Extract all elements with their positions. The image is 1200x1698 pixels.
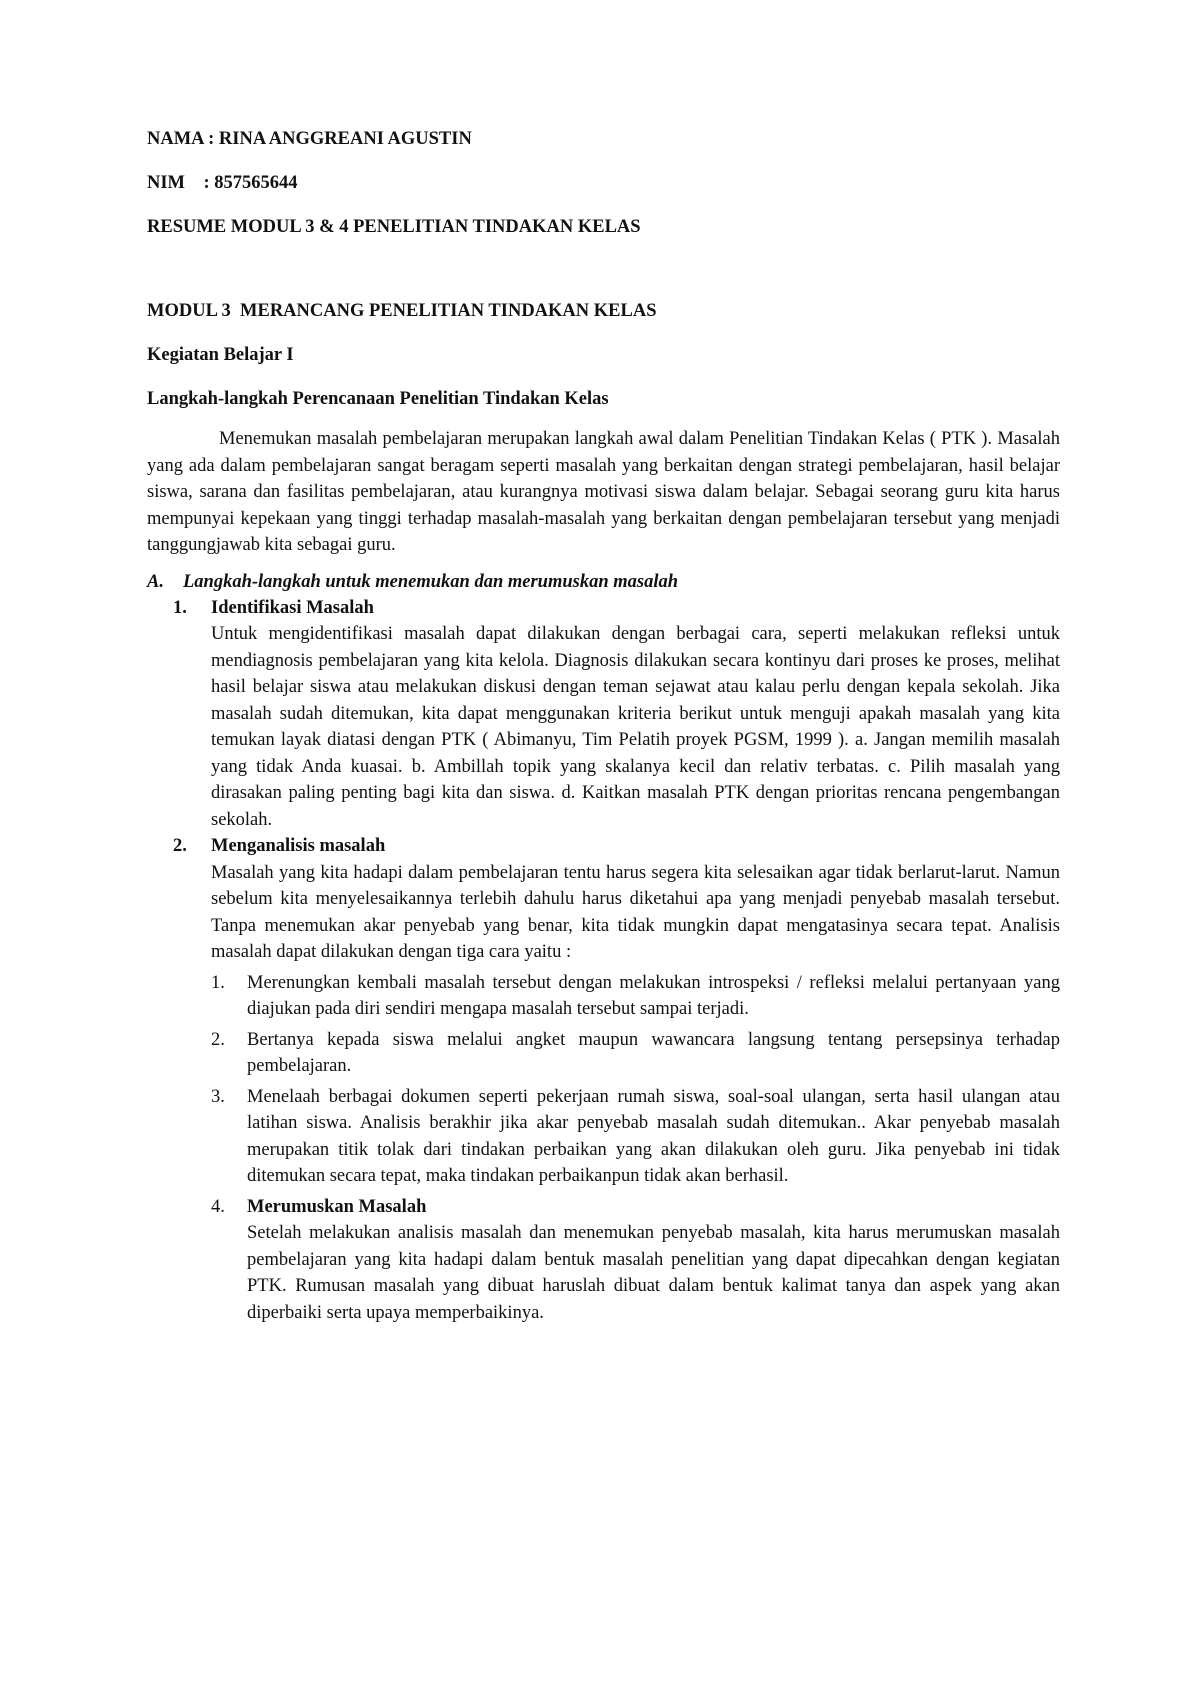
sublist-number: 4. [211, 1196, 225, 1217]
section-subtitle: Langkah-langkah Perencanaan Penelitian Tindakan Kelas [147, 389, 609, 409]
item-number: 1. [173, 597, 187, 618]
sublist-text: Bertanya kepada siswa melalui angket maupun wawancara langsung tentang persepsinya terhadap pembelajaran. [247, 1029, 1060, 1076]
item-number: 2. [173, 836, 187, 856]
sublist-number: 3. [211, 1086, 225, 1107]
item-text: Untuk mengidentifikasi masalah dapat dilakukan dengan berbagai cara, seperti melakukan refleksi untuk mendiagnosis pembelajaran yang kita kelola. Diagnosis dilakukan secara kontinyu dari proses ke proses, melihat hasil belajar siswa atau melakukan diskusi dengan teman sejawat atau kalau perlu dengan kepala sekolah. Jika masalah sudah ditemukan, kita dapat menggunakan kriteria berikut untuk menguji apakah masalah yang kita temukan layak diatasi dengan PTK ( Abimanyu, Tim Pelatih proyek PGSM, 1999 ). a. Jangan memilih masalah yang tidak Anda kuasai. b. Ambillah topik yang skalanya kecil dan relativ terbatas. c. Pilih masalah yang dirasakan paling penting bagi kita dan siswa. d. Kaitkan masalah PTK dengan prioritas rencana pengembangan sekolah. [211, 624, 1060, 830]
item-text: Masalah yang kita hadapi dalam pembelajaran tentu harus segera kita selesaikan agar tidak berlarut-larut. Namun sebelum kita menyelesaikannya terlebih dahulu harus diketahui apa yang menjadi penyebab masalah tersebut. Tanpa menemukan akar penyebab yang benar, kita tidak mungkin dapat mengatasinya secara tepat. Analisis masalah dapat dilakukan dengan tiga cara yaitu : [211, 862, 1060, 962]
sublist-item [211, 970, 1060, 1023]
resume-title: RESUME MODUL 3 & 4 PENELITIAN TINDAKAN KELAS [147, 217, 641, 237]
item-title: Menganalisis masalah [211, 836, 386, 856]
section-a-heading [147, 569, 1060, 595]
list-item-identifikasi [173, 595, 1060, 834]
kegiatan-heading: Kegiatan Belajar I [147, 345, 294, 365]
analysis-sublist [211, 970, 1060, 1327]
sublist-item [211, 1084, 1060, 1190]
intro-paragraph: Menemukan masalah pembelajaran merupakan langkah awal dalam Penelitian Tindakan Kelas ( PTK ). Masalah yang ada dalam pembelajaran sangat beragam seperti masalah yang berkaitan dengan strategi pembelajaran, hasil belajar siswa, sarana dan fasilitas pembelajaran, atau kurangnya motivasi siswa dalam belajar. Sebagai seorang guru kita harus mempunyai kepekaan yang tinggi terhadap masalah-masalah yang berkaitan dengan pembelajaran tersebut yang menjadi tanggungjawab kita sebagai guru. [147, 429, 1060, 555]
sublist-number: 2. [211, 1029, 225, 1050]
item-text: Setelah melakukan analisis masalah dan menemukan penyebab masalah, kita harus merumuskan masalah pembelajaran yang kita hadapi dalam bentuk masalah penelitian yang dapat dipecahkan dengan kegiatan PTK. Rumusan masalah yang dibuat haruslah dibuat dalam bentuk kalimat tanya dan aspek yang akan diperbaiki serta upaya memperbaikinya. [247, 1223, 1060, 1323]
student-name: NAMA : RINA ANGGREANI AGUSTIN [147, 129, 472, 149]
item-title: Identifikasi Masalah [211, 597, 374, 618]
sublist-number: 1. [211, 972, 225, 993]
section-a-title: Langkah-langkah untuk menemukan dan merumuskan masalah [183, 571, 679, 592]
sublist-item [211, 1027, 1060, 1080]
list-item-merumuskan [211, 1194, 1060, 1327]
section-a-marker: A. [147, 571, 164, 592]
list-item-menganalisis [173, 833, 1060, 1326]
module-title: MODUL 3 MERANCANG PENELITIAN TINDAKAN KELAS [147, 301, 657, 321]
sublist-text: Merenungkan kembali masalah tersebut dengan melakukan introspeksi / refleksi melalui pertanyaan yang diajukan pada diri sendiri mengapa masalah tersebut sampai terjadi. [247, 972, 1060, 1019]
student-nim: NIM : 857565644 [147, 173, 298, 193]
document-content [147, 126, 1060, 1330]
sublist-text: Menelaah berbagai dokumen seperti pekerjaan rumah siswa, soal-soal ulangan, serta hasil ulangan atau latihan siswa. Analisis berakhir jika akar penyebab masalah sudah ditemukan.. Akar penyebab masalah merupakan titik tolak dari tindakan perbaikan yang akan dilakukan oleh guru. Jika penyebab ini tidak ditemukan secara tepat, maka tindakan perbaikanpun tidak akan berhasil. [247, 1086, 1060, 1186]
item-title: Merumuskan Masalah [247, 1196, 427, 1217]
